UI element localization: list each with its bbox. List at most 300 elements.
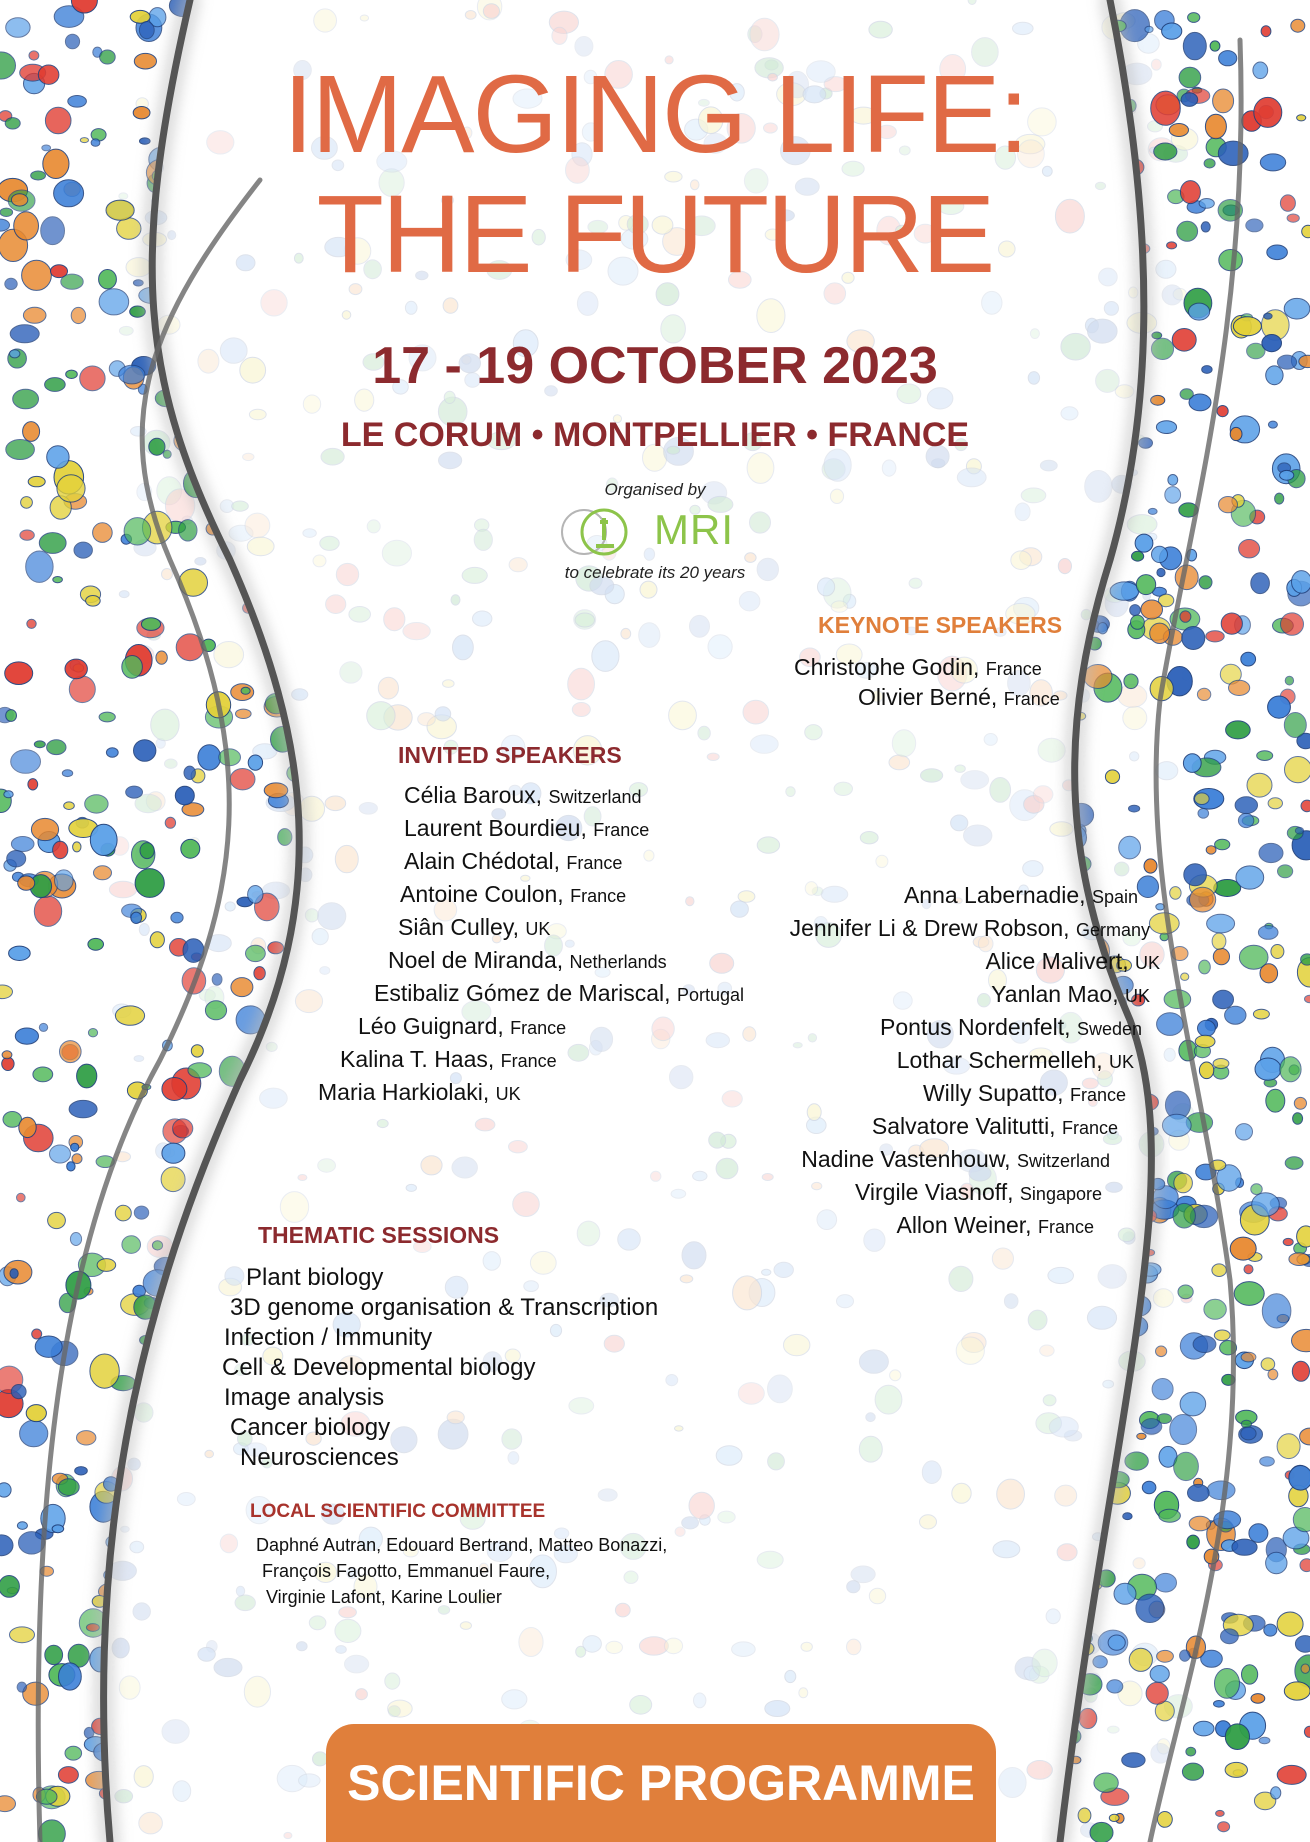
cell-blob <box>17 1682 26 1692</box>
cell-blob <box>1301 954 1310 965</box>
cell-blob <box>183 1706 192 1711</box>
cell-blob <box>1284 298 1310 319</box>
organised-by-text: Organised by <box>604 480 706 499</box>
cell-blob <box>805 725 822 740</box>
cell-blob <box>1305 995 1310 1003</box>
cell-blob <box>1232 1539 1257 1555</box>
cell-blob <box>181 839 200 858</box>
cell-blob <box>671 1189 686 1198</box>
cell-blob <box>26 1405 46 1422</box>
cell-blob <box>272 618 300 638</box>
cell-blob <box>1087 1306 1116 1329</box>
cell-blob <box>279 1813 306 1842</box>
cell-blob <box>162 1143 185 1163</box>
cell-blob <box>774 1262 793 1277</box>
cell-blob <box>254 967 265 980</box>
cell-blob <box>1239 540 1260 558</box>
cell-blob <box>808 1034 816 1042</box>
cell-blob <box>572 703 590 717</box>
cell-blob <box>320 536 339 550</box>
cell-blob <box>1105 770 1119 784</box>
cell-blob <box>335 1619 361 1642</box>
cell-blob <box>1300 1428 1310 1445</box>
cell-blob <box>188 397 206 415</box>
cell-blob <box>1281 613 1304 635</box>
cell-blob <box>205 1001 226 1020</box>
cell-blob <box>207 1803 233 1829</box>
cell-blob <box>550 1324 561 1336</box>
cell-blob <box>421 1156 442 1175</box>
thematic-session: Infection / Immunity <box>224 1324 433 1351</box>
cell-blob <box>60 1041 82 1063</box>
cell-blob <box>1241 1352 1256 1362</box>
cell-blob <box>443 298 458 313</box>
cell-blob <box>356 1689 368 1700</box>
cell-blob <box>230 769 255 790</box>
cell-blob <box>1180 611 1191 622</box>
cell-blob <box>360 15 368 21</box>
cell-blob <box>1264 313 1272 319</box>
invited-speaker: Laurent Bourdieu, France <box>404 815 650 841</box>
thematic-session: 3D genome organisation & Transcription <box>230 1294 659 1321</box>
cell-blob <box>1249 1524 1268 1543</box>
cell-blob <box>1284 1682 1310 1700</box>
cell-blob <box>1074 1353 1094 1369</box>
cell-blob <box>303 395 320 413</box>
cell-blob <box>130 1541 144 1553</box>
cell-blob <box>1096 288 1117 301</box>
cell-blob <box>1181 973 1189 980</box>
cell-blob <box>1174 1173 1193 1193</box>
cell-blob <box>694 1693 706 1708</box>
cell-blob <box>1207 914 1235 933</box>
cell-blob <box>34 741 45 748</box>
cell-blob <box>1106 1182 1123 1192</box>
cell-blob <box>342 311 351 320</box>
cell-blob <box>187 1401 212 1421</box>
cell-blob <box>377 1119 388 1127</box>
cell-blob <box>1213 948 1229 964</box>
cell-blob <box>805 882 817 896</box>
cell-blob <box>20 1420 48 1447</box>
cell-blob <box>1260 1457 1275 1466</box>
cell-blob <box>244 1676 270 1707</box>
cell-blob <box>292 689 308 700</box>
cell-blob <box>1086 1284 1107 1303</box>
cell-blob <box>739 592 760 611</box>
cell-blob <box>801 1642 812 1651</box>
mri-logo <box>556 502 756 562</box>
cell-blob <box>1278 865 1293 878</box>
thematic-session: Cell & Developmental biology <box>222 1354 536 1381</box>
cell-blob <box>952 1483 971 1503</box>
cell-blob <box>1213 1059 1229 1069</box>
invited-speaker: Virgile Viasnoff, Singapore <box>854 1179 1102 1205</box>
cell-blob <box>1043 393 1061 407</box>
cell-blob <box>1215 839 1230 850</box>
cell-blob <box>1300 1559 1310 1572</box>
cell-blob <box>388 1706 400 1717</box>
cell-blob <box>19 1117 36 1137</box>
cell-blob <box>277 641 301 661</box>
cell-blob <box>405 301 417 314</box>
cell-blob <box>175 1298 194 1318</box>
cell-blob <box>1241 1420 1251 1428</box>
cell-blob <box>173 1119 193 1138</box>
cell-blob <box>743 700 769 724</box>
cell-blob <box>256 319 284 341</box>
cell-blob <box>1233 317 1261 336</box>
cell-blob <box>88 938 104 950</box>
cell-blob <box>1030 1589 1056 1606</box>
cell-blob <box>956 1337 984 1364</box>
cell-blob <box>590 1027 612 1051</box>
cell-blob <box>1186 1747 1196 1756</box>
cell-blob <box>264 783 288 798</box>
cell-blob <box>131 912 142 923</box>
cell-blob <box>286 1684 308 1700</box>
cell-blob <box>757 299 785 333</box>
cell-blob <box>807 1104 821 1121</box>
cell-blob <box>1198 809 1209 819</box>
cell-blob <box>1142 1481 1156 1493</box>
cell-blob <box>733 1276 762 1310</box>
cell-blob <box>1198 1020 1216 1036</box>
cell-blob <box>575 613 594 627</box>
cell-blob <box>35 1336 62 1357</box>
cell-blob <box>624 1571 638 1583</box>
cell-blob <box>664 1638 682 1654</box>
cell-blob <box>1040 460 1057 471</box>
cell-blob <box>245 513 270 538</box>
cell-blob <box>604 1335 624 1352</box>
cell-blob <box>592 641 619 672</box>
cell-blob <box>148 1687 171 1712</box>
cell-blob <box>1226 721 1251 739</box>
cell-blob <box>1130 752 1139 761</box>
cell-blob <box>196 1372 205 1380</box>
cell-blob <box>246 945 266 961</box>
cell-blob <box>1210 41 1220 51</box>
cell-blob <box>359 803 377 815</box>
cell-blob <box>984 734 997 746</box>
cell-blob <box>184 766 195 779</box>
cell-blob <box>151 709 179 741</box>
cell-blob <box>418 713 436 726</box>
cell-blob <box>223 393 240 407</box>
cell-blob <box>73 842 81 852</box>
cell-blob <box>312 929 328 945</box>
cell-blob <box>332 402 347 416</box>
cell-blob <box>72 1154 82 1164</box>
cell-blob <box>188 1063 212 1078</box>
cell-blob <box>859 1350 888 1373</box>
cell-blob <box>150 932 164 948</box>
cell-blob <box>336 1646 347 1654</box>
cell-blob <box>262 1790 286 1807</box>
cell-blob <box>1277 1434 1300 1459</box>
cell-blob <box>64 802 75 810</box>
cell-blob <box>799 1688 808 1698</box>
cell-blob <box>784 1334 810 1355</box>
cell-blob <box>88 1029 97 1037</box>
cell-blob <box>640 581 657 598</box>
cell-blob <box>670 1066 693 1089</box>
cell-blob <box>757 1551 783 1568</box>
cell-blob <box>651 1171 661 1181</box>
cell-blob <box>1238 813 1253 827</box>
cell-blob <box>475 1118 495 1131</box>
cell-blob <box>669 701 697 730</box>
cell-blob <box>406 1184 416 1191</box>
cell-blob <box>1122 1753 1145 1768</box>
cell-blob <box>280 1192 308 1223</box>
cell-blob <box>280 320 309 341</box>
cell-blob <box>1119 836 1141 859</box>
cell-blob <box>1114 1583 1136 1604</box>
cell-blob <box>207 1336 218 1347</box>
cell-blob <box>890 1370 901 1381</box>
cell-blob <box>141 1731 166 1758</box>
cell-blob <box>1082 1261 1097 1274</box>
cell-blob <box>274 1798 292 1816</box>
cell-blob <box>34 896 61 926</box>
cell-blob <box>248 886 263 904</box>
cell-blob <box>1051 793 1065 806</box>
cell-blob <box>473 611 492 626</box>
cell-blob <box>122 1236 141 1254</box>
cell-blob <box>606 1641 623 1653</box>
invited-speaker: Allon Weiner, France <box>896 1212 1094 1238</box>
cell-blob <box>1043 1395 1056 1406</box>
thematic-session: Plant biology <box>246 1264 384 1291</box>
cell-blob <box>58 1767 78 1784</box>
cell-blob <box>55 870 74 891</box>
cell-blob <box>680 1275 693 1283</box>
cell-blob <box>710 953 734 973</box>
cell-blob <box>224 313 253 332</box>
cell-blob <box>119 591 129 598</box>
cell-blob <box>693 1171 707 1181</box>
cell-blob <box>214 1658 242 1676</box>
cell-blob <box>762 1269 771 1275</box>
cell-blob <box>1236 1124 1253 1140</box>
keynote-speaker: Olivier Berné, France <box>858 684 1060 710</box>
invited-speaker: Lothar Schermelleh, UK <box>896 1047 1134 1073</box>
cell-blob <box>219 301 242 327</box>
cell-blob <box>1199 960 1211 974</box>
cell-blob <box>134 1056 144 1062</box>
cell-blob <box>1206 631 1224 642</box>
cell-blob <box>706 1033 729 1048</box>
cell-blob <box>67 1162 75 1171</box>
cell-blob <box>225 902 235 911</box>
cell-blob <box>273 606 293 628</box>
cell-blob <box>707 753 719 760</box>
cell-blob <box>1221 613 1242 634</box>
cell-blob <box>519 1628 543 1657</box>
cell-blob <box>951 815 968 831</box>
cell-blob <box>65 1746 82 1760</box>
cell-blob <box>231 8 250 21</box>
cell-blob <box>1271 1787 1281 1799</box>
cell-blob <box>834 782 852 795</box>
cell-blob <box>1189 303 1210 320</box>
cell-blob <box>1199 1062 1213 1079</box>
cell-blob <box>1157 1650 1174 1662</box>
cell-blob <box>1247 773 1272 797</box>
cell-blob <box>921 769 943 782</box>
cell-blob <box>0 1483 11 1497</box>
cell-blob <box>1216 1810 1225 1816</box>
cell-blob <box>2 1051 12 1059</box>
cell-blob <box>1225 1724 1249 1750</box>
cell-blob <box>248 755 262 770</box>
cell-blob <box>530 1251 556 1274</box>
cell-blob <box>738 1383 764 1405</box>
cell-blob <box>743 1027 756 1041</box>
cell-blob <box>1027 1761 1052 1780</box>
cell-blob <box>93 523 113 543</box>
cell-blob <box>1187 1535 1200 1549</box>
invited-speaker: Célia Baroux, Switzerland <box>404 782 642 808</box>
cell-blob <box>339 1607 357 1618</box>
cell-blob <box>1182 627 1205 650</box>
cell-blob <box>120 1817 139 1834</box>
cell-blob <box>303 739 314 750</box>
cell-blob <box>1193 1336 1216 1353</box>
cell-blob <box>1135 534 1153 552</box>
cell-blob <box>689 1492 714 1519</box>
cell-blob <box>139 924 149 936</box>
cell-blob <box>10 1269 18 1279</box>
cell-blob <box>349 607 371 623</box>
cell-blob <box>196 1571 221 1596</box>
cell-blob <box>1241 652 1256 666</box>
cell-blob <box>75 1467 88 1475</box>
cell-blob <box>618 1229 641 1250</box>
cell-blob <box>169 1291 197 1316</box>
cell-blob <box>1255 1058 1281 1080</box>
cell-blob <box>45 1645 63 1664</box>
invited-speaker: Willy Supatto, France <box>922 1080 1126 1106</box>
cell-blob <box>62 770 72 777</box>
cell-blob <box>126 786 143 798</box>
cell-blob <box>1252 1193 1280 1216</box>
cell-blob <box>191 1045 203 1057</box>
committee-line: François Fagotto, Emmanuel Faure, <box>262 1561 551 1581</box>
cell-blob <box>1257 751 1273 761</box>
cell-blob <box>817 1210 837 1230</box>
cell-blob <box>1055 1485 1077 1506</box>
cell-blob <box>968 0 976 5</box>
cell-blob <box>621 628 631 639</box>
cell-blob <box>288 1686 311 1713</box>
cell-blob <box>32 1329 42 1339</box>
cell-blob <box>1236 866 1264 889</box>
cell-blob <box>568 1044 589 1061</box>
cell-blob <box>140 843 154 859</box>
cell-blob <box>698 726 710 740</box>
cell-blob <box>1174 1452 1199 1480</box>
cell-blob <box>1215 1669 1240 1699</box>
cell-blob <box>139 22 154 39</box>
cell-blob <box>1030 329 1039 339</box>
cell-blob <box>1146 1682 1168 1704</box>
cell-blob <box>165 759 178 768</box>
cell-blob <box>1277 1765 1306 1784</box>
cell-blob <box>1188 1484 1210 1501</box>
cell-blob <box>1032 1649 1057 1677</box>
cell-blob <box>1137 1433 1146 1439</box>
cell-blob <box>325 796 346 811</box>
cell-blob <box>318 1159 336 1172</box>
cell-blob <box>231 978 253 997</box>
cell-blob <box>220 1172 248 1199</box>
cell-blob <box>785 1670 796 1682</box>
cell-blob <box>718 1511 735 1523</box>
cell-blob <box>821 886 848 902</box>
cell-blob <box>577 1221 600 1246</box>
cell-blob <box>1157 1013 1184 1036</box>
cell-blob <box>10 1627 35 1643</box>
cell-blob <box>1004 1294 1018 1309</box>
cell-blob <box>323 1108 349 1133</box>
cell-blob <box>851 1566 875 1583</box>
cell-blob <box>1108 1726 1120 1733</box>
cell-blob <box>1137 876 1158 898</box>
cell-blob <box>1304 1726 1310 1737</box>
cell-blob <box>171 912 183 923</box>
cell-blob <box>345 1655 369 1673</box>
cell-blob <box>875 1385 902 1414</box>
invited-speaker: Alain Chédotal, France <box>404 848 623 874</box>
cell-blob <box>367 702 395 730</box>
cell-blob <box>86 596 101 607</box>
keynote-heading: KEYNOTE SPEAKERS <box>818 612 1063 638</box>
cell-blob <box>768 1375 793 1403</box>
cell-blob <box>241 1619 254 1630</box>
cell-blob <box>1090 1822 1113 1842</box>
cell-blob <box>31 171 46 180</box>
cell-blob <box>630 1696 652 1715</box>
cell-blob <box>200 15 218 32</box>
cell-blob <box>1038 738 1065 762</box>
cell-blob <box>1129 1648 1152 1671</box>
cell-blob <box>812 1182 822 1189</box>
cell-blob <box>52 1525 64 1533</box>
cell-blob <box>261 290 287 316</box>
cell-blob <box>1214 1330 1230 1341</box>
cell-blob <box>675 1426 684 1431</box>
cell-blob <box>949 1266 973 1291</box>
invited-speaker: Pontus Nordenfelt, Sweden <box>880 1014 1142 1040</box>
invited-speaker: Nadine Vastenhouw, Switzerland <box>801 1146 1110 1172</box>
cell-blob <box>860 832 878 844</box>
cell-blob <box>1078 1808 1091 1823</box>
cell-blob <box>222 1737 239 1754</box>
cell-blob <box>1244 1265 1253 1274</box>
cell-blob <box>117 1727 132 1745</box>
cell-blob <box>241 1469 264 1492</box>
cell-blob <box>179 520 197 541</box>
cell-blob <box>1108 1635 1125 1650</box>
cell-blob <box>297 1642 308 1651</box>
cell-blob <box>205 1450 214 1458</box>
cell-blob <box>955 765 965 772</box>
cell-blob <box>892 730 915 757</box>
cell-blob <box>1158 1812 1173 1828</box>
